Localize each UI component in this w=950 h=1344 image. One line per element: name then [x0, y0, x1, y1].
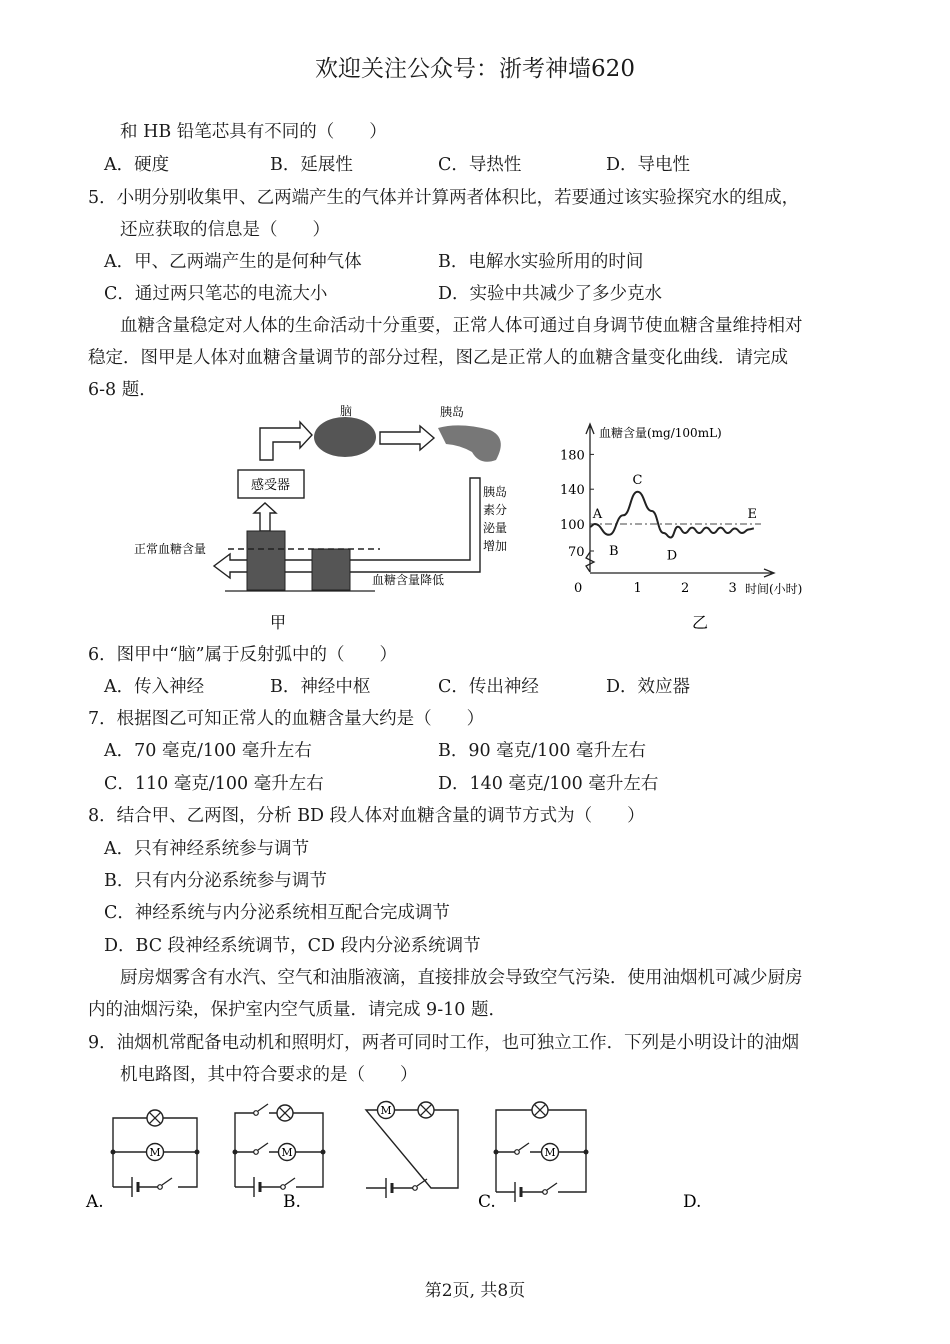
- page-header: 欢迎关注公众号：浙考神墙620: [315, 56, 635, 82]
- q5-option-a: A．甲、乙两端产生的是何种气体: [104, 252, 362, 272]
- q7-option-a: A．70 毫克/100 毫升左右: [104, 741, 312, 761]
- q6-option-a: A．传入神经: [104, 677, 205, 697]
- battery-icon: [386, 1178, 392, 1198]
- q9-option-d: D.: [683, 1192, 702, 1212]
- q9-option-c: C.: [478, 1192, 496, 1212]
- label-receptor: 感受器: [251, 478, 291, 493]
- lamp-icon: [532, 1102, 548, 1118]
- y-axis: [586, 424, 594, 572]
- circuit-diagrams: [80, 1090, 880, 1220]
- point-label-B: B: [609, 543, 619, 559]
- motor-label: M: [149, 1146, 161, 1159]
- q4-stem: 和 HB 铅笔芯具有不同的（ ）: [120, 122, 387, 142]
- q7-stem: 7．根据图乙可知正常人的血糖含量大约是（ ）: [88, 709, 485, 729]
- switch-icon: [515, 1143, 529, 1154]
- q8-option-b: B．只有内分泌系统参与调节: [104, 871, 327, 891]
- q8-option-d: D．BC 段神经系统调节，CD 段内分泌系统调节: [104, 936, 481, 956]
- intro-6-8-cont: 稳定．图甲是人体对血糖含量调节的部分过程，图乙是正常人的血糖含量变化曲线．请完成: [88, 348, 788, 368]
- x-tick-1: 1: [633, 581, 642, 596]
- q5-option-c: C．通过两只笔芯的电流大小: [104, 284, 328, 304]
- q5-stem: 5．小明分别收集甲、乙两端产生的气体并计算两者体积比，若要通过该实验探究水的组成，: [88, 188, 800, 208]
- q6-option-d: D．效应器: [606, 677, 691, 697]
- motor-label: M: [281, 1146, 293, 1159]
- q9-option-b: B.: [283, 1192, 301, 1212]
- point-label-D: D: [666, 548, 678, 564]
- intro-6-8: 血糖含量稳定对人体的生命活动十分重要，正常人体可通过自身调节使血糖含量维持相对: [120, 316, 803, 336]
- pancreas-icon: [438, 425, 501, 461]
- q4-option-c: C．导热性: [438, 155, 522, 175]
- intro-9-10: 厨房烟雾含有水汽、空气和油脂液滴，直接排放会导致空气污染．使用油烟机可减少厨房: [120, 968, 803, 988]
- label-decrease: 血糖含量降低: [372, 573, 445, 587]
- battery-icon: [132, 1177, 138, 1197]
- lamp-icon: [418, 1102, 434, 1118]
- q8-stem: 8．结合甲、乙两图，分析 BD 段人体对血糖含量的调节方式为（ ）: [88, 806, 645, 826]
- battery-icon: [515, 1182, 521, 1202]
- y-tick-70: 70: [568, 545, 585, 560]
- switch-icon: [281, 1178, 295, 1189]
- intro-6-8-end: 6-8 题．: [88, 380, 157, 400]
- battery-icon: [254, 1177, 260, 1197]
- switch-icon: [413, 1179, 427, 1190]
- q6-option-c: C．传出神经: [438, 677, 539, 697]
- q6-option-b: B．神经中枢: [270, 677, 371, 697]
- page-footer: 第2页, 共8页: [424, 1281, 526, 1301]
- bar-low: [312, 549, 350, 590]
- x-axis: [590, 569, 774, 577]
- q5-option-d: D．实验中共减少了多少克水: [438, 284, 663, 304]
- point-label-A: A: [592, 507, 603, 522]
- label-insulin-4: 增加: [483, 539, 508, 553]
- q5-option-b: B．电解水实验所用的时间: [438, 252, 644, 272]
- label-pancreas: 胰岛: [440, 405, 465, 419]
- caption-yi: 乙: [692, 613, 709, 632]
- x-tick-2: 2: [681, 581, 690, 596]
- q4-option-a: A．硬度: [104, 155, 170, 175]
- q7-option-b: B．90 毫克/100 毫升左右: [438, 741, 647, 761]
- q4-option-d: D．导电性: [606, 155, 691, 175]
- lamp-icon: [147, 1110, 163, 1126]
- q7-option-d: D．140 毫克/100 毫升左右: [438, 774, 659, 794]
- q8-option-a: A．只有神经系统参与调节: [104, 839, 310, 859]
- motor-label: M: [544, 1146, 556, 1159]
- motor-label: M: [380, 1104, 392, 1117]
- q5-stem-cont: 还应获取的信息是（ ）: [120, 220, 330, 240]
- series-line: [590, 492, 754, 538]
- label-insulin-2: 素分: [483, 503, 508, 517]
- y-tick-140: 140: [560, 483, 585, 499]
- switch-icon: [543, 1183, 557, 1194]
- figure-yi-chart: [550, 400, 830, 640]
- x-tick-0: 0: [574, 581, 583, 596]
- intro-9-10-cont: 内的油烟污染，保护室内空气质量．请完成 9-10 题．: [88, 1000, 506, 1020]
- switch-icon: [158, 1178, 172, 1189]
- switch-icon: [254, 1143, 268, 1154]
- x-axis-title: 时间(小时): [745, 582, 803, 596]
- bar-high: [247, 531, 285, 590]
- label-insulin-3: 泌量: [483, 521, 508, 535]
- q6-stem: 6．图甲中“脑”属于反射弧中的（ ）: [88, 645, 398, 665]
- y-tick-180: 180: [560, 448, 585, 464]
- q8-option-c: C．神经系统与内分泌系统相互配合完成调节: [104, 903, 450, 923]
- figure-jia: [130, 400, 530, 640]
- switch-icon: [254, 1104, 268, 1115]
- q7-option-c: C．110 毫克/100 毫升左右: [104, 774, 324, 794]
- arrow-to-pancreas: [380, 426, 434, 450]
- x-tick-3: 3: [728, 581, 737, 596]
- y-tick-100: 100: [560, 518, 585, 533]
- caption-jia: 甲: [270, 613, 287, 632]
- label-insulin-1: 胰岛: [483, 485, 508, 499]
- point-label-C: C: [632, 472, 643, 488]
- label-brain: 脑: [340, 404, 353, 418]
- q4-option-b: B．延展性: [270, 155, 353, 175]
- brain-icon: [314, 417, 376, 457]
- y-axis-title: 血糖含量(mg/100mL): [599, 426, 722, 440]
- label-normal: 正常血糖含量: [134, 542, 207, 556]
- q9-option-a: A.: [86, 1192, 104, 1212]
- arrow-to-brain: [260, 422, 312, 460]
- q9-stem: 9．油烟机常配备电动机和照明灯，两者可同时工作，也可独立工作．下列是小明设计的油烟: [88, 1033, 800, 1053]
- q9-stem-cont: 机电路图，其中符合要求的是（ ）: [120, 1065, 418, 1085]
- lamp-icon: [277, 1105, 293, 1121]
- arrow-up: [254, 503, 276, 531]
- point-label-E: E: [747, 507, 757, 522]
